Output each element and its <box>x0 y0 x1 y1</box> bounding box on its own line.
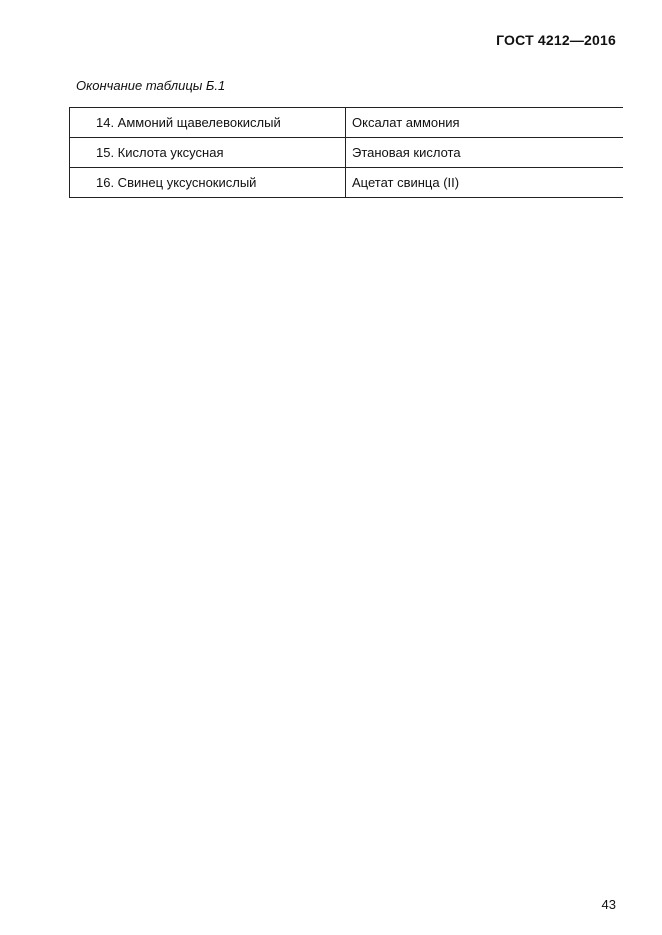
page-number: 43 <box>601 897 616 912</box>
table-row <box>70 138 624 168</box>
table-cell-name: 14. Аммоний щавелевокислый <box>70 108 346 138</box>
substance-table <box>69 107 623 198</box>
table-caption: Окончание таблицы Б.1 <box>76 78 226 93</box>
table-cell-iupac: Оксалат аммония <box>346 108 624 138</box>
document-code: ГОСТ 4212—2016 <box>496 32 616 48</box>
table-row <box>70 108 624 138</box>
table-cell-iupac: Этановая кислота <box>346 138 624 168</box>
table-cell-name: 15. Кислота уксусная <box>70 138 346 168</box>
table-cell-iupac: Ацетат свинца (II) <box>346 168 624 198</box>
table-cell-name: 16. Свинец уксуснокислый <box>70 168 346 198</box>
table-row <box>70 168 624 198</box>
table-container <box>69 107 623 198</box>
